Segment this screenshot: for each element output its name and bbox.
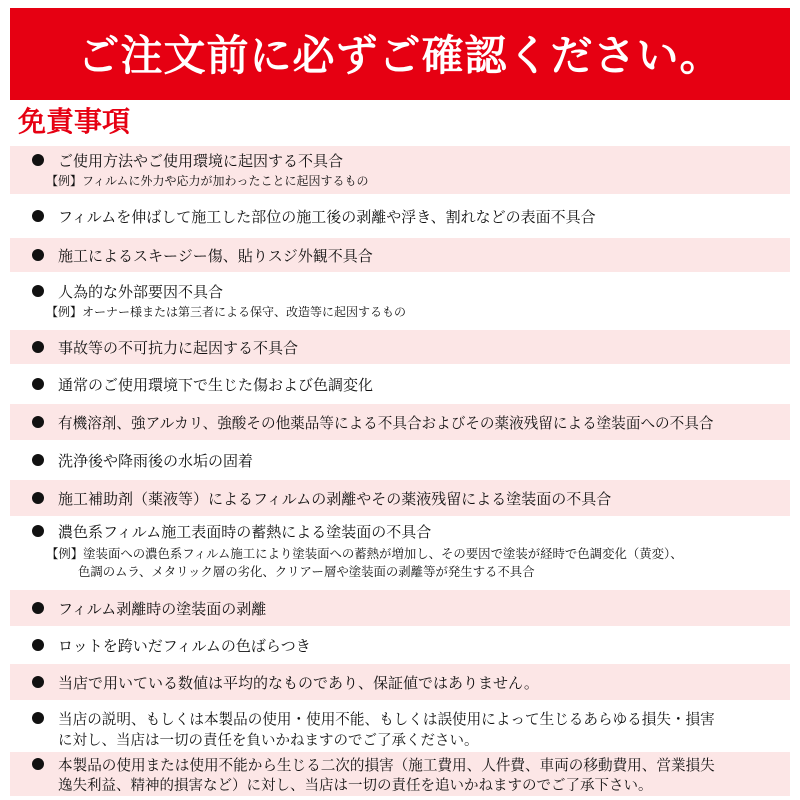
disclaimer-item [10,590,790,626]
disclaimer-item [10,442,790,478]
item-label: 施工によるスキージー傷、貼りスジ外観不具合 [58,247,373,265]
bullet-icon [32,378,44,390]
disclaimer-item [10,146,790,194]
disclaimer-item [10,664,790,700]
disclaimer-item [10,518,790,584]
bullet-icon [32,249,44,261]
bullet-icon [32,712,44,724]
disclaimer-item [10,404,790,440]
disclaimer-item [10,196,790,236]
disclaimer-item [10,480,790,516]
disclaimer-item [10,704,790,752]
bullet-icon [32,454,44,466]
section-title: 免責事項 [18,105,131,138]
item-label: 通常のご使用環境下で生じた傷および色調変化 [58,376,374,394]
item-label: 事故等の不可抗力に起因する不具合 [58,339,299,357]
notice-banner [10,8,790,100]
bullet-icon [32,676,44,688]
bullet-icon [32,416,44,428]
bullet-icon [32,285,44,297]
bullet-icon [32,341,44,353]
item-note: 色調のムラ、メタリック層の劣化、クリアー層や塗装面の剥離等が発生する不具合 [78,564,535,579]
bullet-icon [32,525,44,537]
disclaimer-item [10,366,790,402]
item-label: 有機溶剤、強アルカリ、強酸その他薬品等による不具合およびその薬液残留による塗装面への不具合 [58,415,714,432]
bullet-icon [32,602,44,614]
item-note: 逸失利益、精神的損害など）に対し、当店は一切の責任を追いかねますのでご了承下さい。 [58,778,653,794]
item-note: 【例】塗装面への濃色系フィルム施工により塗装面への蓄熱が増加し、その要因で塗装が経時で色調変化（黄変）、 [46,546,683,561]
bullet-icon [32,210,44,222]
item-label: フィルム剥離時の塗装面の剥離 [58,600,267,618]
disclaimer-item [10,276,790,326]
item-label: フィルムを伸ばして施工した部位の施工後の剥離や浮き、割れなどの表面不具合 [58,208,596,226]
item-note: 【例】オーナー様または第三者による保守、改造等に起因するもの [46,305,407,319]
item-label: 人為的な外部要因不具合 [58,283,224,301]
bullet-icon [32,154,44,166]
disclaimer-item [10,628,790,662]
disclaimer-item [10,238,790,272]
item-label: ロットを跨いだフィルムの色ばらつき [58,637,311,655]
item-label: 本製品の使用または使用不能から生じる二次的損害（施工費用、人件費、車両の移動費用、営業損失 [58,757,715,774]
item-label: ご使用方法やご使用環境に起因する不具合 [58,152,344,170]
disclaimer-item [10,330,790,364]
bullet-icon [32,758,44,770]
banner-text: ご注文前に必ずご確認ください。 [77,31,723,80]
item-label: 当店で用いている数値は平均的なものであり、保証値ではありません。 [58,674,539,692]
disclaimer-item [10,752,790,796]
item-note: に対し、当店は一切の責任を負いかねますのでご了承ください。 [58,733,479,749]
bullet-icon [32,639,44,651]
item-label: 濃色系フィルム施工表面時の蓄熱による塗装面の不具合 [58,523,432,541]
item-label: 洗浄後や降雨後の水垢の固着 [58,452,254,470]
item-label: 施工補助剤（薬液等）によるフィルムの剥離やその薬液残留による塗装面の不具合 [58,490,612,508]
item-label: 当店の説明、もしくは本製品の使用・使用不能、もしくは誤使用によって生じるあらゆる損失・損害 [58,711,715,728]
item-note: 【例】フィルムに外力や応力が加わったことに起因するもの [46,174,369,188]
bullet-icon [32,492,44,504]
